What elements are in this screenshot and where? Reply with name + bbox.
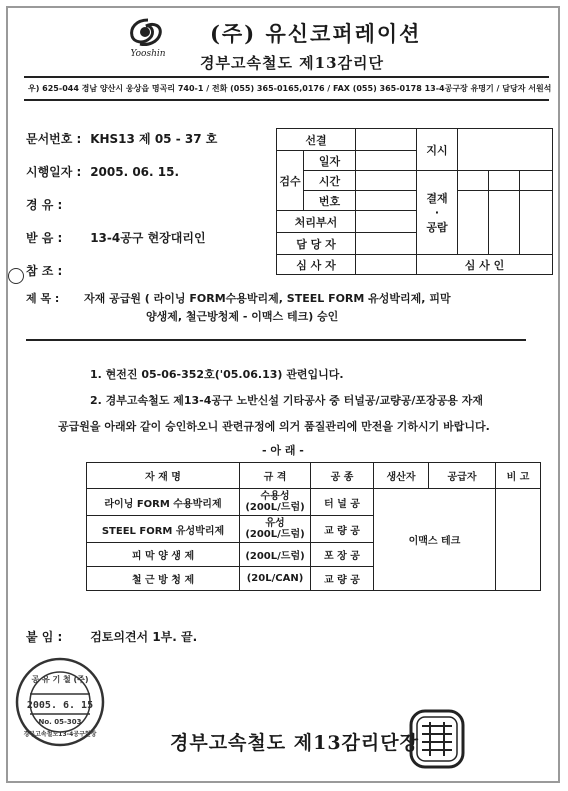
arae-heading: - 아 래 - xyxy=(262,444,304,457)
company-logo xyxy=(118,16,188,60)
stamp-number: No. 05-303 xyxy=(38,718,82,726)
stamp-bottom-text: 경부고속철도13-4공구현장 xyxy=(23,731,97,738)
sigan-blank xyxy=(356,171,417,191)
receiver-value: 13-4공구 현장대리인 xyxy=(90,231,206,245)
doc-number-row xyxy=(26,130,217,147)
damdangja-cell: 담 당 자 xyxy=(277,233,356,255)
paragraph-2a: 2. 경부고속철도 제13-4공구 노반신설 기타공사 중 터널공/교량공/포장공용 자재 xyxy=(90,394,483,407)
attachment-text: 검토의견서 1부. 끝. xyxy=(90,630,198,644)
issuer-name: 경부고속철도 제13감리단장 xyxy=(170,732,419,754)
col-header-spec: 규 격 xyxy=(240,463,311,489)
appr-cell-a3 xyxy=(520,171,553,191)
gyeoljae-label: 결재 xyxy=(426,192,448,205)
simsaja-blank xyxy=(356,255,417,275)
row2-spec-1: 유성 xyxy=(265,518,285,529)
beonho-cell: 번호 xyxy=(304,191,356,211)
seonkyeol-blank xyxy=(356,129,417,151)
row1-spec-2: (200L/드럼) xyxy=(245,502,305,513)
gyeoljae-gonglam-cell xyxy=(417,171,458,255)
row1-name: 라이닝 FORM 수용박리제 xyxy=(87,489,240,516)
attachment-label: 붙 임 : xyxy=(26,630,63,644)
row1-spec-1: 수용성 xyxy=(260,491,290,502)
note-cell xyxy=(496,489,541,591)
stamp-date: 2005. 6. 15 xyxy=(26,700,94,711)
col-header-note: 비 고 xyxy=(496,463,541,489)
subject-line-1 xyxy=(26,290,451,308)
col-header-supplier: 공급자 xyxy=(429,463,496,489)
table-row xyxy=(87,489,541,516)
header-rule-top xyxy=(24,76,549,78)
geomsu-cell: 검수 xyxy=(277,151,304,211)
col-header-type: 공 종 xyxy=(311,463,374,489)
svg-text:Yooshin: Yooshin xyxy=(130,49,166,59)
simsain-cell: 심 사 인 xyxy=(417,255,553,275)
via-label: 경 유 : xyxy=(26,198,63,212)
row4-spec: (20L/CAN) xyxy=(240,567,311,591)
hole-punch-mark xyxy=(8,268,24,284)
row3-name: 피 막 양 생 제 xyxy=(87,543,240,567)
subject-label: 제 목 : xyxy=(26,292,60,305)
subject-block xyxy=(26,290,451,326)
simsaja-cell: 심 사 자 xyxy=(277,255,356,275)
sigan-cell: 시간 xyxy=(304,171,356,191)
row2-name: STEEL FORM 유성박리제 xyxy=(87,516,240,543)
ilja-cell: 일자 xyxy=(304,151,356,171)
office-name: 경부고속철도 제13감리단 xyxy=(200,54,384,72)
paragraph-1: 1. 현전진 05-06-352호('05.06.13) 관련입니다. xyxy=(90,368,344,381)
subject-rule xyxy=(26,339,526,341)
row2-spec-2: (200L/드럼) xyxy=(245,529,305,540)
appr-cell-b3 xyxy=(520,191,553,255)
row3-spec: (200L/드럼) xyxy=(240,543,311,567)
beonho-blank xyxy=(356,191,417,211)
cheoribuseo-cell: 처리부서 xyxy=(277,211,356,233)
row1-spec xyxy=(240,489,311,516)
appr-cell-a2 xyxy=(489,171,520,191)
appr-cell-a1 xyxy=(458,171,489,191)
row3-type: 포 장 공 xyxy=(311,543,374,567)
receiver-label: 받 음 : xyxy=(26,231,63,245)
seonkyeol-cell: 선결 xyxy=(277,129,356,151)
cc-row xyxy=(26,262,86,279)
damdangja-blank xyxy=(356,233,417,255)
row1-type: 터 널 공 xyxy=(311,489,374,516)
via-row xyxy=(26,196,86,213)
doc-number-value: KHS13 제 05 - 37 호 xyxy=(90,132,218,146)
date-label: 시행일자 : xyxy=(26,165,82,179)
receipt-stamp xyxy=(14,656,106,748)
jisi-blank xyxy=(458,129,553,171)
approval-table xyxy=(276,128,553,275)
company-name: (주) 유신코퍼레이션 xyxy=(210,21,422,46)
date-row xyxy=(26,163,179,180)
subject-text-1: 자재 공급원 ( 라이닝 FORM수용박리제, STEEL FORM 유성박리제, 피막 xyxy=(84,292,451,305)
col-header-name: 자 재 명 xyxy=(87,463,240,489)
dot-separator: · xyxy=(434,206,440,219)
gonglam-label: 공람 xyxy=(426,221,448,234)
col-header-producer: 생산자 xyxy=(374,463,429,489)
row2-spec xyxy=(240,516,311,543)
ilja-blank xyxy=(356,151,417,171)
date-value: 2005. 06. 15. xyxy=(90,165,180,179)
doc-number-label: 문서번호 : xyxy=(26,132,82,146)
contact-line: 우) 625-044 경남 양산시 웅상읍 명곡리 740-1 / 전화 (055) 365-0165,0176 / FAX (055) 365-0178 13-4공구장 유명기 / 담당자 서원석 xyxy=(28,84,552,93)
jisi-cell: 지시 xyxy=(417,129,458,171)
paragraph-2b: 공급원을 아래와 같이 승인하오니 관련규정에 의거 품질관리에 만전을 기하시기 바랍니다. xyxy=(58,420,490,433)
materials-table xyxy=(86,462,541,591)
header-rule-bottom xyxy=(24,99,549,101)
subject-text-2: 양생제, 철근방청제 - 이맥스 테크) 승인 xyxy=(146,310,339,323)
official-seal xyxy=(408,708,466,770)
row4-type: 교 량 공 xyxy=(311,567,374,591)
receiver-row xyxy=(26,229,206,246)
attachment-row xyxy=(26,628,197,645)
stamp-top-text: 공 유 기 철 (주) xyxy=(31,675,89,684)
row4-name: 철 근 방 청 제 xyxy=(87,567,240,591)
cc-label: 참 조 : xyxy=(26,264,63,278)
row2-type: 교 량 공 xyxy=(311,516,374,543)
producer-cell: 이맥스 테크 xyxy=(374,489,496,591)
appr-cell-b2 xyxy=(489,191,520,255)
cheoribuseo-blank xyxy=(356,211,417,233)
appr-cell-b1 xyxy=(458,191,489,255)
